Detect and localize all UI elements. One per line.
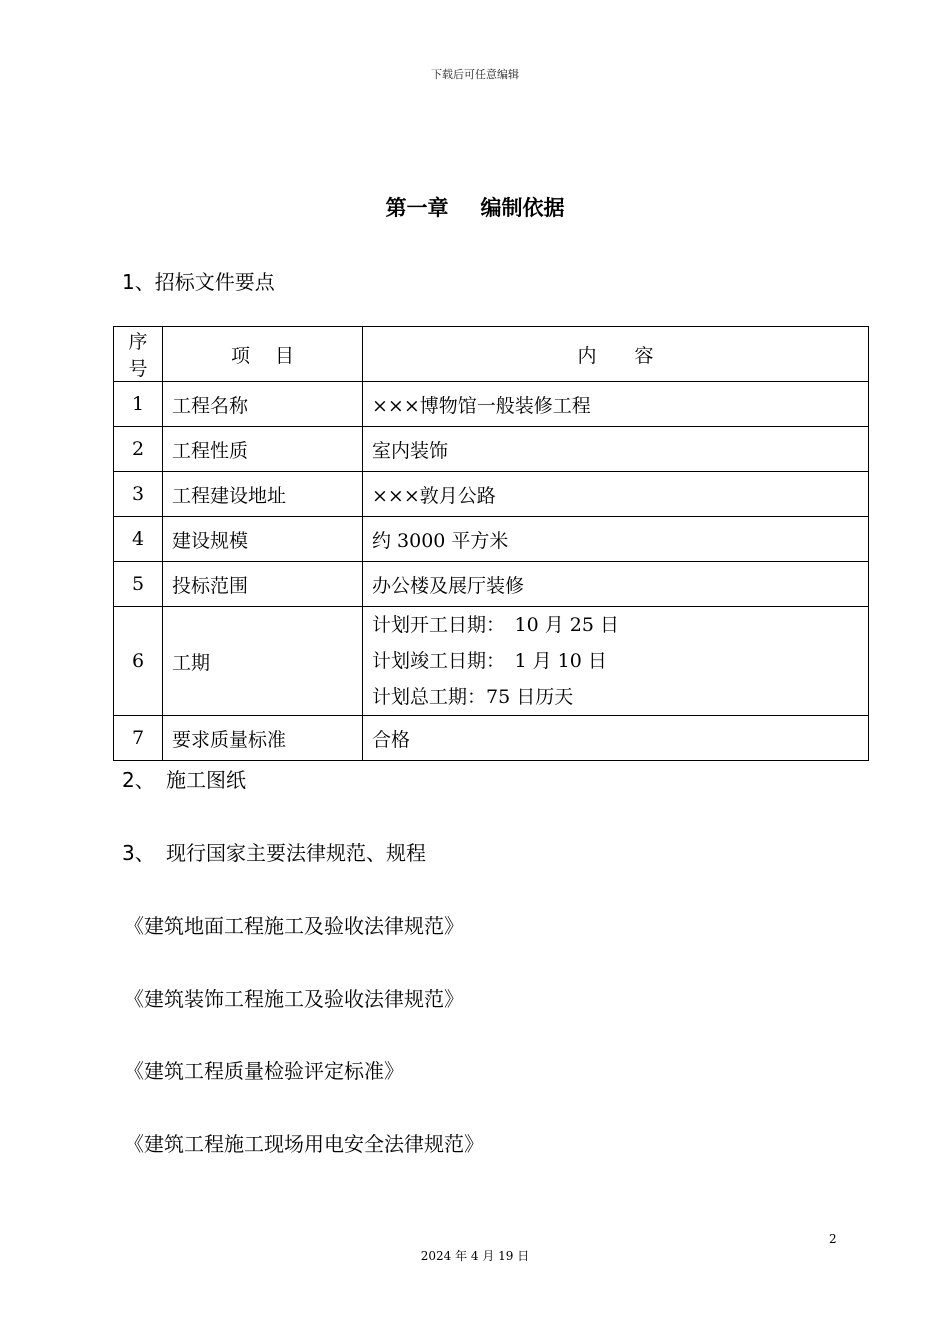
cell-item: 工程性质 bbox=[163, 427, 363, 472]
table-row bbox=[114, 382, 869, 427]
cell-content-schedule bbox=[363, 607, 869, 716]
section-2-text: 施工图纸 bbox=[166, 768, 246, 792]
reference-item: 《建筑装饰工程施工及验收法律规范》 bbox=[124, 987, 464, 1011]
cell-content: ×××博物馆一般装修工程 bbox=[363, 382, 869, 427]
cell-item: 工期 bbox=[163, 607, 363, 716]
cell-no: 3 bbox=[114, 472, 163, 517]
table-row bbox=[114, 472, 869, 517]
section-3-number: 3、 bbox=[122, 841, 155, 865]
cell-item: 工程名称 bbox=[163, 382, 363, 427]
header-item: 项 目 bbox=[163, 327, 363, 382]
header-content: 内 容 bbox=[363, 327, 869, 382]
chapter-number: 第一章 bbox=[385, 196, 449, 220]
cell-no: 1 bbox=[114, 382, 163, 427]
table-row bbox=[114, 562, 869, 607]
section-2-number: 2、 bbox=[122, 768, 155, 792]
cell-no: 6 bbox=[114, 607, 163, 716]
section-3-title bbox=[122, 837, 426, 866]
cell-item: 工程建设地址 bbox=[163, 472, 363, 517]
table-header-row bbox=[114, 327, 869, 382]
cell-no: 5 bbox=[114, 562, 163, 607]
chapter-name: 编制依据 bbox=[480, 196, 565, 220]
cell-no: 2 bbox=[114, 427, 163, 472]
header-note: 下载后可任意编辑 bbox=[431, 68, 519, 81]
cell-content: 办公楼及展厅装修 bbox=[363, 562, 869, 607]
header-no: 序号 bbox=[114, 327, 163, 382]
table-row bbox=[114, 716, 869, 761]
cell-content: ×××敦月公路 bbox=[363, 472, 869, 517]
start-date-line: 计划开工日期： 10 月 25 日 bbox=[372, 614, 619, 636]
cell-item: 建设规模 bbox=[163, 517, 363, 562]
end-date-line: 计划竣工日期： 1 月 10 日 bbox=[372, 650, 607, 672]
section-2-title bbox=[122, 764, 246, 793]
cell-no: 4 bbox=[114, 517, 163, 562]
cell-no: 7 bbox=[114, 716, 163, 761]
total-duration-line: 计划总工期：75 日历天 bbox=[372, 686, 574, 708]
reference-item: 《建筑工程质量检验评定标准》 bbox=[124, 1059, 404, 1083]
chapter-title bbox=[0, 192, 950, 222]
cell-content: 合格 bbox=[363, 716, 869, 761]
table-row bbox=[114, 607, 869, 716]
bid-points-table bbox=[113, 326, 869, 761]
cell-item: 要求质量标准 bbox=[163, 716, 363, 761]
section-3-text: 现行国家主要法律规范、规程 bbox=[166, 841, 426, 865]
cell-content: 约 3000 平方米 bbox=[363, 517, 869, 562]
cell-content: 室内装饰 bbox=[363, 427, 869, 472]
reference-item: 《建筑地面工程施工及验收法律规范》 bbox=[124, 914, 464, 938]
reference-item: 《建筑工程施工现场用电安全法律规范》 bbox=[124, 1132, 484, 1156]
section-1-title: 1、招标文件要点 bbox=[122, 270, 275, 294]
footer-date: 2024 年 4 月 19 日 bbox=[420, 1249, 530, 1263]
table-row bbox=[114, 517, 869, 562]
table-row bbox=[114, 427, 869, 472]
cell-item: 投标范围 bbox=[163, 562, 363, 607]
page-number: 2 bbox=[829, 1232, 837, 1246]
